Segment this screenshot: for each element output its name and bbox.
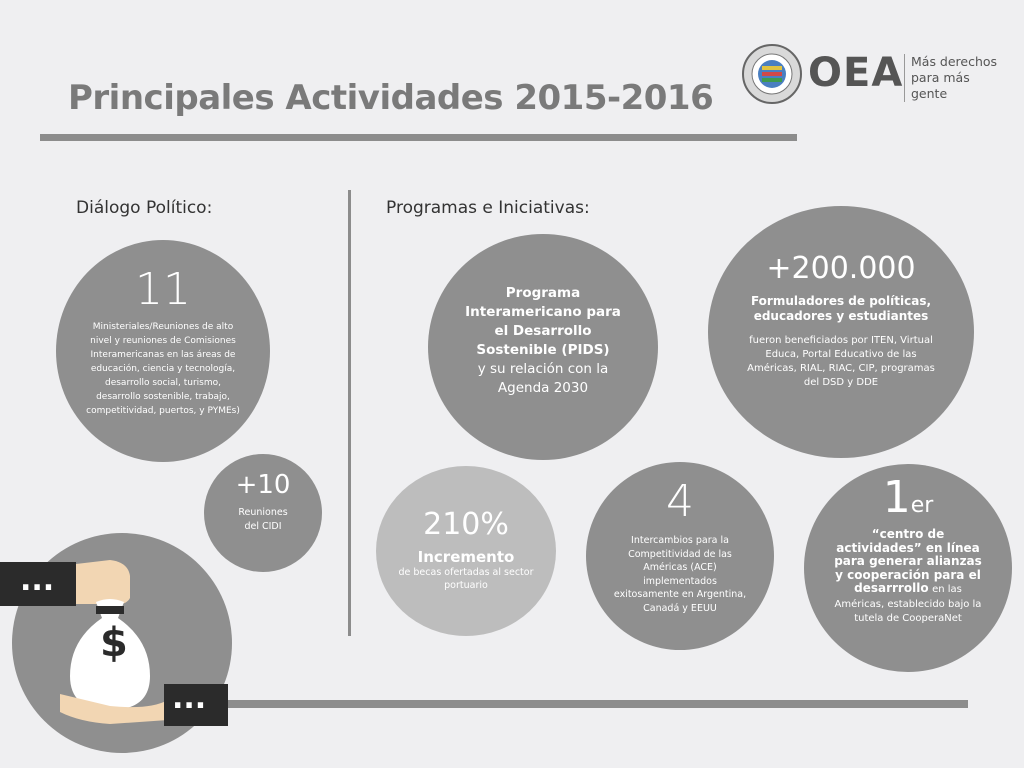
cooperanet-superscript: er xyxy=(910,493,934,518)
cooperanet-number: 1 xyxy=(882,472,911,523)
circle-cooperanet xyxy=(804,464,1012,672)
intercambios-number: 4 xyxy=(666,476,694,527)
circle-formuladores xyxy=(708,206,974,458)
cidi-text: Reuniones del CIDI xyxy=(238,507,288,532)
becas-number: 210% xyxy=(423,507,509,542)
cooperanet-text: en las Américas, establecido bajo la tutela de CooperaNet xyxy=(834,584,982,624)
circle-intercambios xyxy=(586,462,774,650)
bottom-rule xyxy=(228,700,968,708)
tagline-line1: Más derechos xyxy=(911,54,998,69)
ministeriales-number: 11 xyxy=(135,264,191,315)
becas-text: de becas ofertadas al sector portuario xyxy=(398,567,534,591)
circle-becas xyxy=(376,466,556,636)
page-title: Principales Actividades 2015-2016 xyxy=(68,78,714,118)
bag-tie-shape xyxy=(96,606,124,614)
formuladores-number: +200.000 xyxy=(766,251,916,286)
title-underline xyxy=(40,134,797,141)
top-sleeve-dots: ... xyxy=(20,563,55,598)
section-dialogo-politico: Diálogo Político: xyxy=(76,198,213,218)
oea-logo xyxy=(742,44,1002,108)
formuladores-text: fueron beneficiados por ITEN, Virtual Educa, Portal Educativo de las Américas, RIAL, RIAC, CIP, programas del DSD y DDE xyxy=(747,335,935,388)
circle-pids xyxy=(428,234,658,460)
cooperanet-body xyxy=(834,528,982,626)
dollar-sign: $ xyxy=(100,620,128,666)
cidi-number: +10 xyxy=(235,470,291,500)
ministeriales-text: Ministeriales/Reuniones de alto nivel y reuniones de Comisiones Interamericanas en las áreas de educación, ciencia y tecnología, desarrollo social, turismo, desarrollo sostenible, trabajo, competitividad, puertos, y PYMEs) xyxy=(86,322,240,416)
intercambios-text: Intercambios para la Competitividad de las Américas (ACE) implementados exitosamente en Argentina, Canadá y EEUU xyxy=(613,535,747,614)
section-programas-iniciativas: Programas e Iniciativas: xyxy=(386,198,590,218)
oas-seal-icon xyxy=(742,44,802,104)
vertical-divider xyxy=(348,190,351,636)
top-hand-shape xyxy=(76,560,130,604)
pids-bold-text: Programa Interamericano para el Desarrollo Sostenible (PIDS) xyxy=(465,285,621,358)
cooperanet-bold-text: “centro de actividades” en línea para generar alianzas y cooperación para el desarrrollo xyxy=(834,527,982,595)
circle-ministeriales xyxy=(56,240,270,462)
tagline-line2: para más gente xyxy=(911,70,970,101)
formuladores-bold-text: Formuladores de políticas, educadores y estudiantes xyxy=(750,294,932,323)
pids-text: y su relación con la Agenda 2030 xyxy=(477,361,609,396)
bottom-sleeve-dots: ... xyxy=(172,681,207,716)
becas-bold-text: Incremento xyxy=(417,548,515,566)
cooperanet-heading xyxy=(882,472,934,523)
logo-tagline xyxy=(904,54,1002,102)
oea-wordmark: OEA xyxy=(808,50,904,96)
